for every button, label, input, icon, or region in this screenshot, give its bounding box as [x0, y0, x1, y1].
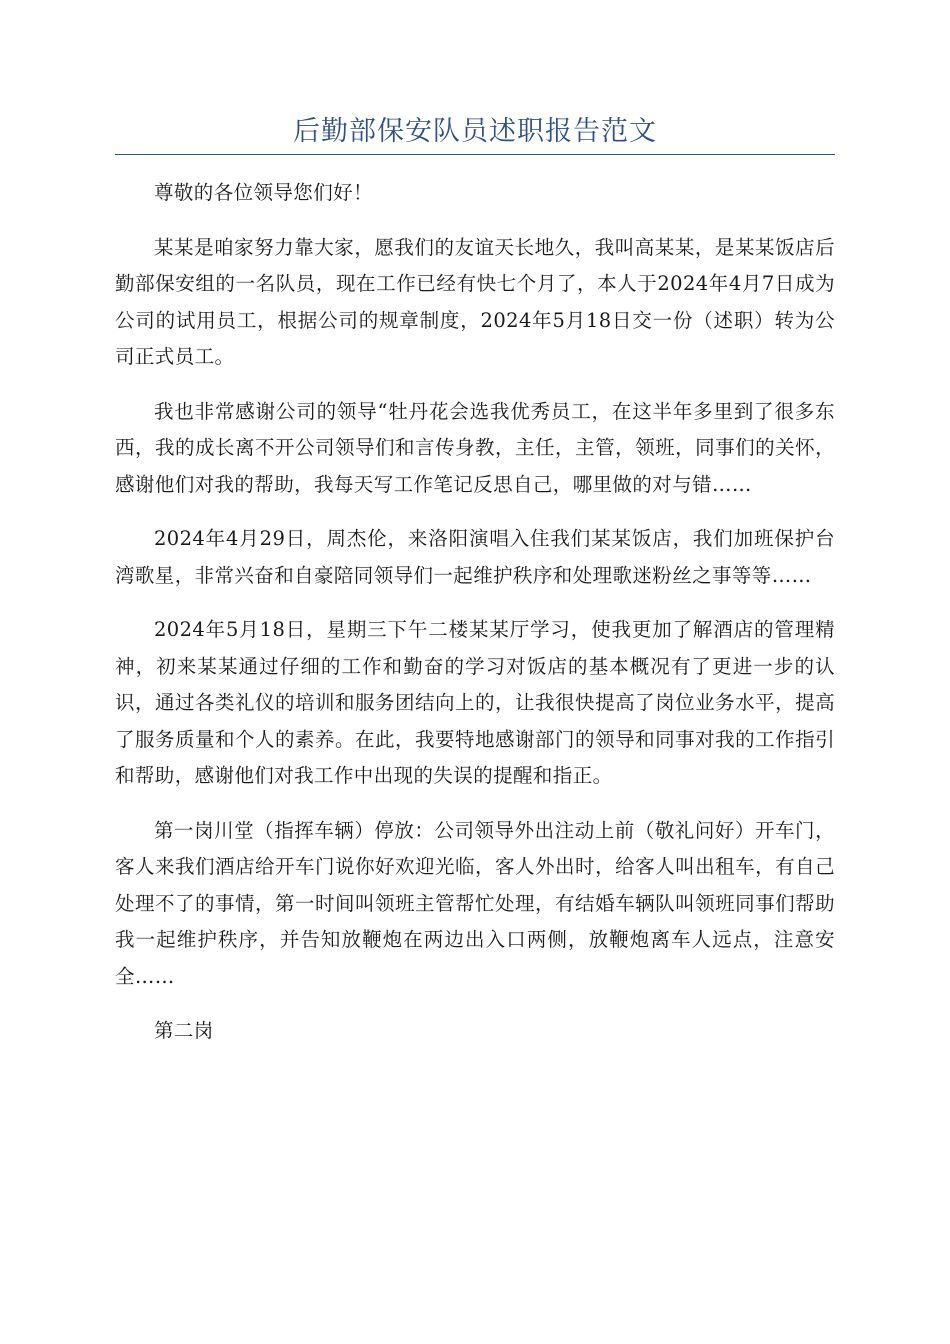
- title-underline-divider: [115, 154, 835, 155]
- event-paragraph: 2024年4月29日，周杰伦，来洛阳演唱入住我们某某饭店，我们加班保护台湾歌星，非常兴奋和自豪陪同领导们一起维护秩序和处理歌迷粉丝之事等等……: [115, 527, 835, 587]
- document-title: 后勤部保安队员述职报告范文: [293, 116, 657, 147]
- greeting-paragraph: 尊敬的各位领导您们好！: [154, 181, 373, 204]
- document-body: [115, 175, 835, 1068]
- thanks-paragraph: 我也非常感谢公司的领导“牡丹花会选我优秀员工，在这半年多里到了很多东西，我的成长离不开公司领导们和言传身教，主任，主管，领班，同事们的关怀，感谢他们对我的帮助，我每天写工作笔记反思自己，哪里做的对与错……: [115, 399, 835, 496]
- second-post-paragraph: 第二岗: [154, 1019, 214, 1042]
- training-paragraph: 2024年5月18日，星期三下午二楼某某厅学习，使我更加了解酒店的管理精神，初来某某通过仔细的工作和勤奋的学习对饭店的基本概况有了更进一步的认识，通过各类礼仪的培训和服务团结向上的，让我很快提高了岗位业务水平，提高了服务质量和个人的素养。在此，我要特地感谢部门的领导和同事对我的工作指引和帮助，感谢他们对我工作中出现的失误的提醒和指正。: [115, 618, 835, 787]
- first-post-paragraph: 第一岗川堂（指挥车辆）停放：公司领导外出注动上前（敬礼问好）开车门，客人来我们酒店给开车门说你好欢迎光临，客人外出时，给客人叫出租车，有自己处理不了的事情，第一时间叫领班主管帮忙处理，有结婚车辆队叫领班同事们帮助我一起维护秩序，并告知放鞭炮在两边出入口两侧，放鞭炮离车人远点，注意安全……: [115, 818, 835, 988]
- intro-paragraph: 某某是咱家努力靠大家，愿我们的友谊天长地久，我叫高某某，是某某饭店后勤部保安组的一名队员，现在工作已经有快七个月了，本人于2024年4月7日成为公司的试用员工，根据公司的规章制度，2024年5月18日交一份（述职）转为公司正式员工。: [115, 235, 835, 368]
